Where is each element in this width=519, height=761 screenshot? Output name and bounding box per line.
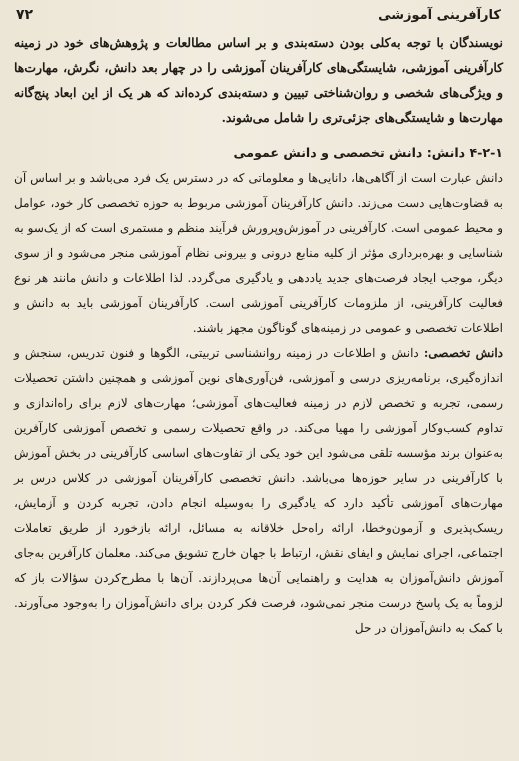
knowledge-paragraph: دانش عبارت است از آگاهی‌ها، دانایی‌ها و معلوماتی که در دسترس یک فرد می‌باشد و بر اساس آن به قضاوت‌هایی دست می‌زند. دانش کارآفرینان آموزشی مربوط به حوزه تخصصی کار خود، عوامل و محیط عمومی است. کارآفرینی در آموزش‌وپرورش فرآیند منظم و مستمری است که از یک‌سو به شناسایی و بهره‌برداری مؤثر از کلیه منابع درونی و بیرونی نظام آموزشی منجر می‌شود و از سوی دیگر، موجب ایجاد فرصت‌های جدید یاددهی و یادگیری می‌گردد. لذا اطلاعات و دانش مانند هر نوع فعالیت کارآفرینی، از ملزومات کارآفرینی آموزشی است. کارآفرینان آموزشی باید به دانش و اطلاعات تخصصی و عمومی در زمینه‌های گوناگون مجهز باشند. (14, 171, 503, 335)
specialized-knowledge-text: دانش و اطلاعات در زمینه روانشناسی تربیتی، الگوها و فنون تدریس، سنجش و اندازه‌گیری، برنامه‌ریزی درسی و آموزشی، فن‌آوری‌های نوین آموزشی و همچنین داشتن تحصیلات رسمی، تجربه و تخصص لازم در زمینه فعالیت‌های آموزشی؛ مهارت‌های لازم برای راه‌اندازی و تداوم کسب‌وکار آموزشی را مهیا می‌کند. در واقع تحصیلات رسمی و تخصص آموزشی کارآفرین به‌عنوان برند مؤسسه تلقی می‌شود این خود یکی از تفاوت‌های اساسی کارآفرینی در بخش آموزش با کارآفرینی در سایر حوزه‌ها می‌باشد. دانش تخصصی کارآفرینان آموزشی در کلاس درس بر مهارت‌های آموزشی تأکید دارد که یادگیری را به‌وسیله انجام دادن، تجربه کردن و آزمایش، ریسک‌پذیری و آزمون‌وخطا، ارائه راه‌حل خلاقانه به مسائل، ارائه بازخورد از طریق تعاملات اجتماعی، اجرای نمایش و ایفای نقش، ارتباط با جهان خارج تشویق می‌کند. معلمان کارآفرین به‌جای آموزش دانش‌آموزان به هدایت و راهنمایی آن‌ها می‌پردازند. آن‌ها با مطرح‌کردن سؤالات باز که لزوماً به یک پاسخ درست منجر نمی‌شود، فرصت فکر کردن برای دانش‌آموزان را به‌وجود می‌آورند. با کمک به دانش‌آموزان در حل (14, 346, 503, 635)
specialized-knowledge-paragraph (14, 341, 503, 641)
section-heading: ۴-۲-۱ دانش: دانش تخصصی و دانش عمومی (233, 145, 503, 160)
page-content (14, 30, 503, 761)
specialized-knowledge-term: دانش تخصصی: (423, 346, 503, 360)
running-title: کارآفرینی آموزشی (378, 7, 501, 23)
page-number: ۷۲ (16, 7, 34, 23)
intro-paragraph: نویسندگان با توجه به‌کلی بودن دسته‌بندی و بر اساس مطالعات و پژوهش‌های خود در زمینه کارآفرینی آموزشی، شایستگی‌های کارآفرینان آموزشی را در چهار بعد دانش، نگرش، مهارت‌ها و ویژگی‌های شخصی و روان‌شناختی تبیین و دسته‌بندی کرده‌اند که هر یک از این ابعاد پنج‌گانه مهارت‌ها و شایستگی‌های جزئی‌تری را شامل می‌شوند. (14, 35, 503, 125)
page-header (16, 4, 501, 26)
